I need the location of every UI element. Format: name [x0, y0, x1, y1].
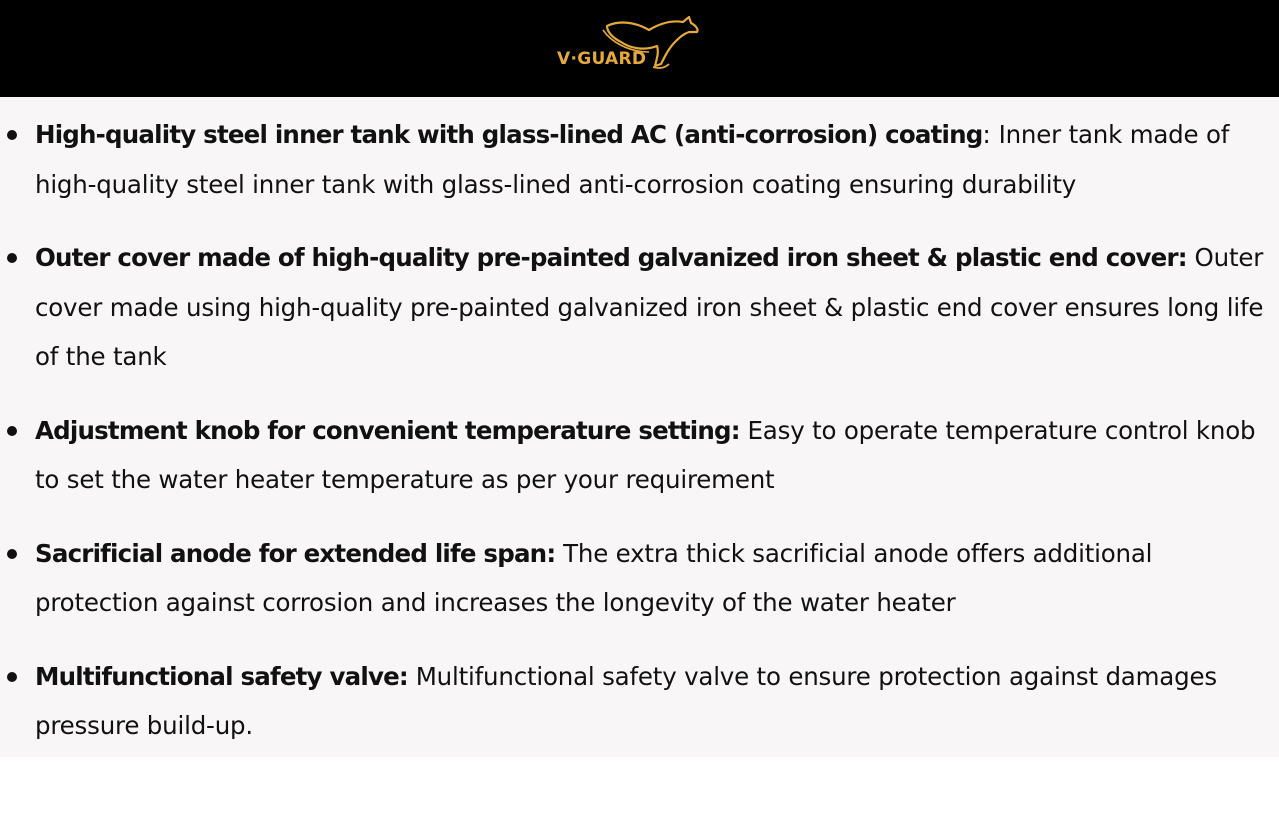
feature-separator: : — [982, 120, 999, 149]
feature-title: Outer cover made of high-quality pre-painted galvanized iron sheet & plastic end cover: — [35, 243, 1187, 272]
feature-list-section — [0, 97, 1279, 757]
feature-separator — [740, 416, 748, 445]
feature-title: Multifunctional safety valve: — [35, 661, 408, 691]
bullet-icon — [7, 672, 17, 682]
feature-description: Inner tank made of high-quality steel inner tank with glass-lined anti-corrosion coating ensuring durability — [35, 120, 1230, 199]
feature-item — [0, 233, 1279, 382]
feature-title: Sacrificial anode for extended life span: — [35, 538, 556, 568]
feature-description: Easy to operate temperature control knob to set the water heater temperature as per your requirement — [35, 415, 1256, 494]
feature-separator — [408, 662, 416, 691]
feature-item — [0, 110, 1279, 209]
logo-text: V·GUARD — [557, 49, 647, 69]
feature-description: Outer cover made using high-quality pre-painted galvanized iron sheet & plastic end cover ensures long life of the tank — [35, 243, 1264, 371]
bullet-icon — [7, 549, 17, 559]
feature-list — [0, 110, 1279, 775]
feature-separator — [1187, 243, 1195, 272]
feature-separator — [555, 539, 563, 568]
feature-description: Multifunctional safety valve to ensure protection against damages pressure build-up. — [35, 661, 1217, 740]
bullet-icon — [7, 253, 17, 263]
bullet-icon — [7, 130, 17, 140]
feature-item — [0, 529, 1279, 628]
feature-description: The extra thick sacrificial anode offers additional protection against corrosion and increases the longevity of the water heater — [35, 538, 1153, 617]
feature-item — [0, 652, 1279, 751]
vguard-logo — [555, 12, 705, 74]
bullet-icon — [7, 426, 17, 436]
feature-title: Adjustment knob for convenient temperature setting: — [35, 415, 740, 445]
brand-header — [0, 0, 1279, 97]
feature-title: High-quality steel inner tank with glass-lined AC (anti-corrosion) coating — [35, 120, 983, 149]
feature-item — [0, 406, 1279, 505]
